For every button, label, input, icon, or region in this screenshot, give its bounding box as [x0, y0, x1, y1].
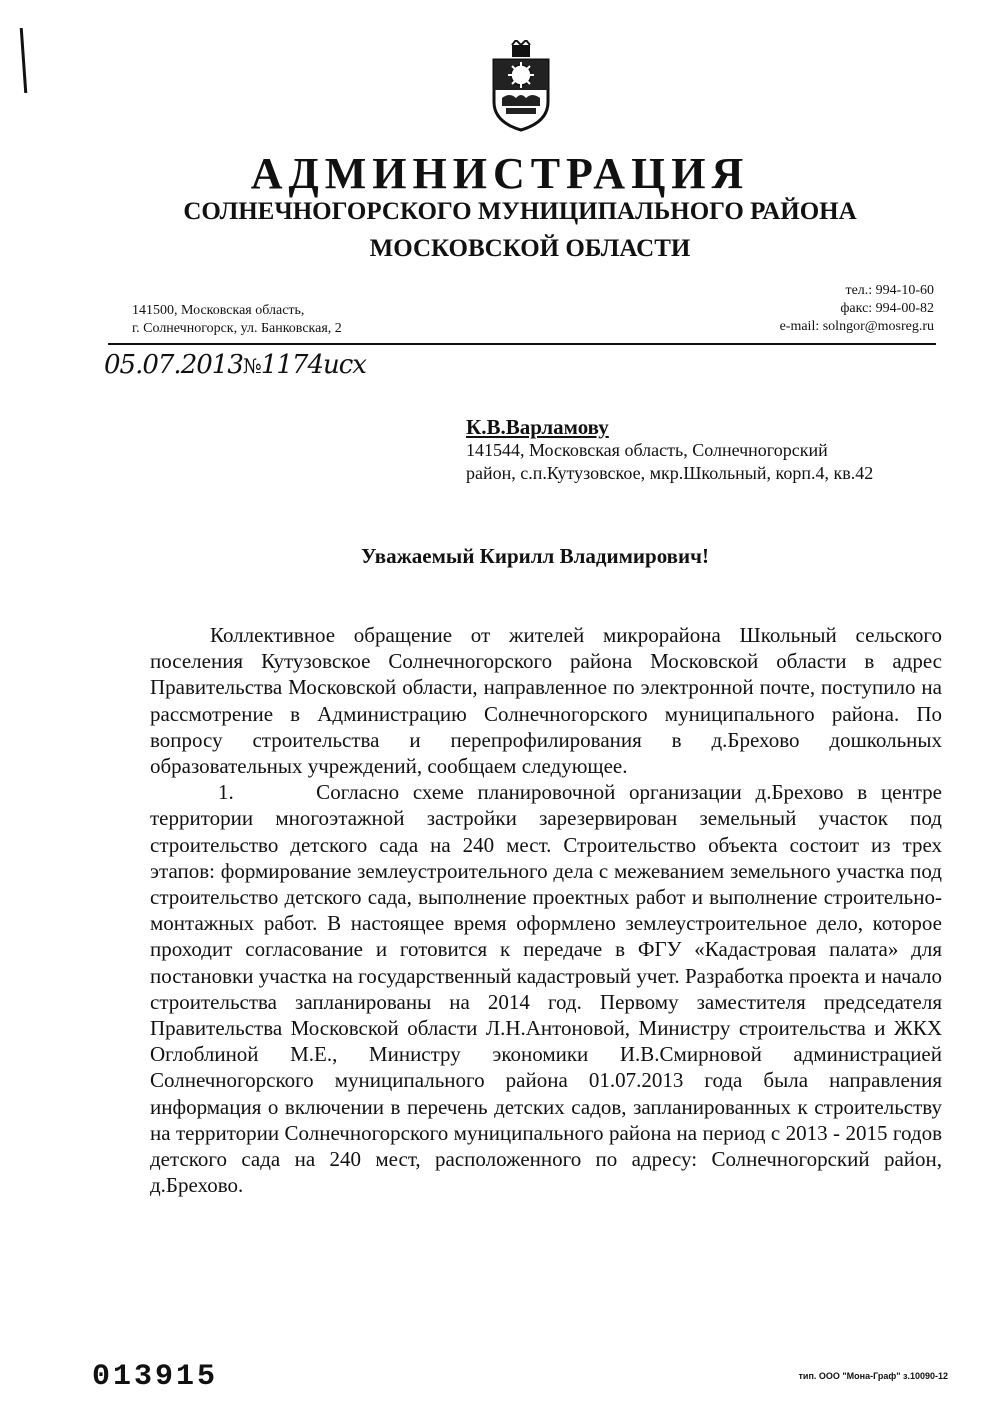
recipient-address-line2: район, с.п.Кутузовское, мкр.Школьный, корп.4, кв.42 [466, 463, 874, 483]
organization-subtitle-line2: МОСКОВСКОЙ ОБЛАСТИ [369, 235, 691, 262]
sender-phone: тел.: 994-10-60 [845, 283, 934, 298]
recipient-address-line1: 141544, Московская область, Солнечногорский [466, 440, 828, 460]
header-divider [108, 343, 936, 345]
scan-artifact-line [20, 28, 28, 93]
recipient-block [466, 416, 873, 485]
printing-house-info: тип. ООО "Мона-Граф" з.10090-12 [798, 1371, 948, 1381]
registration-number [104, 350, 366, 380]
body-paragraph-1: Коллективное обращение от жителей микрорайона Школьный сельского поселения Кутузовское Солнечногорского района Московской области в адрес Правительства Московской области, направленное по электронной почте, поступило на рассмотрение в Администрацию Солнечногорского муниципального района. По вопросу строительства и перепрофилирования в д.Брехово дошкольных образовательных учреждений, сообщаем следующее. [150, 623, 942, 779]
sender-fax: факс: 994-00-82 [840, 301, 934, 316]
salutation: Уважаемый Кирилл Владимирович! [361, 544, 709, 568]
sender-email: e-mail: solngor@mosreg.ru [779, 319, 934, 334]
letter-body [150, 622, 942, 1198]
number-sign: № [242, 354, 261, 378]
sender-contacts [780, 282, 934, 336]
organization-title: АДМИНИСТРАЦИЯ [250, 149, 750, 198]
form-serial-number: 013915 [92, 1360, 219, 1394]
organization-subtitle-line1: СОЛНЕЧНОГОРСКОГО МУНИЦИПАЛЬНОГО РАЙОНА [183, 198, 857, 225]
body-paragraph-2: 1. Согласно схеме планировочной организации д.Брехово в центре территории многоэтажной застройки зарезервирован земельный участок под строительство детского сада на 240 мест. Строительство объекта состоит из трех этапов: формирование землеустроительного дела с межеванием земельного участка под строительство детского сада, выполнение проектных работ и выполнение строительно-монтажных работ. В настоящее время оформлено землеустроительное дело, которое проходит согласование и готовится к передаче в ФГУ «Кадастровая палата» для постановки участка на государственный кадастровый учет. Разработка проекта и начало строительства запланированы на 2014 год. Первому заместителя председателя Правительства Московской области Л.Н.Антоновой, Министру строительства и ЖКХ Оглоблиной М.Е., Министру экономики И.В.Смирновой администрацией Солнечногорского муниципального района 01.07.2013 года была направления информация о включении в перечень детских садов, запланированных к строительству на территории Солнечногорского муниципального района на период с 2013 - 2015 годов детского сада на 240 мест, расположенного по адресу: Солнечногорский район, д.Брехово. [150, 780, 942, 1198]
registration-outgoing-number: 1174исх [260, 350, 366, 380]
sender-address-line1: 141500, Московская область, [132, 303, 305, 318]
sender-address [132, 302, 342, 338]
registration-date: 05.07.2013 [104, 350, 243, 380]
recipient-name: К.В.Варламову [466, 415, 609, 439]
sender-address-line2: г. Солнечногорск, ул. Банковская, 2 [132, 321, 342, 336]
coat-of-arms-icon [490, 40, 552, 132]
